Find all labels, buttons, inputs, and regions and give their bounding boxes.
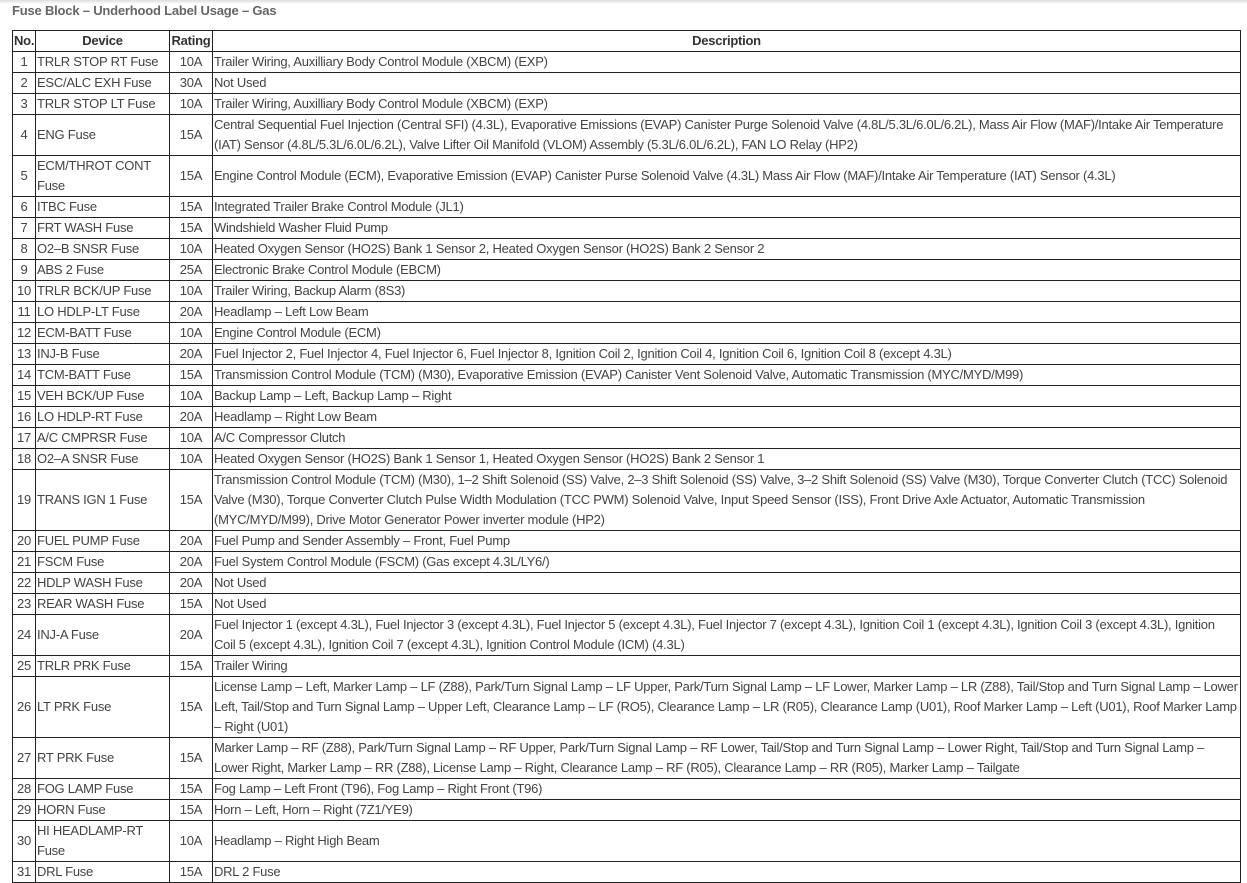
cell-description: Trailer Wiring, Backup Alarm (8S3) <box>213 281 1241 302</box>
cell-description: Heated Oxygen Sensor (HO2S) Bank 1 Sensor 2, Heated Oxygen Sensor (HO2S) Bank 2 Sensor 2 <box>213 239 1241 260</box>
cell-no: 10 <box>13 281 36 302</box>
table-row <box>13 197 1241 218</box>
cell-no: 30 <box>13 821 36 862</box>
cell-description: Fuel Pump and Sender Assembly – Front, Fuel Pump <box>213 531 1241 552</box>
cell-no: 6 <box>13 197 36 218</box>
cell-rating: 20A <box>170 615 213 656</box>
table-row <box>13 573 1241 594</box>
cell-rating: 20A <box>170 552 213 573</box>
table-row <box>13 52 1241 73</box>
table-row <box>13 239 1241 260</box>
cell-rating: 15A <box>170 677 213 738</box>
cell-no: 31 <box>13 862 36 883</box>
cell-device: ECM/THROT CONT Fuse <box>36 156 170 197</box>
cell-no: 20 <box>13 531 36 552</box>
table-row <box>13 281 1241 302</box>
cell-device: LO HDLP-RT Fuse <box>36 407 170 428</box>
cell-rating: 10A <box>170 281 213 302</box>
table-row <box>13 302 1241 323</box>
table-row <box>13 73 1241 94</box>
table-row <box>13 94 1241 115</box>
cell-no: 9 <box>13 260 36 281</box>
cell-rating: 30A <box>170 73 213 94</box>
table-row <box>13 677 1241 738</box>
cell-rating: 15A <box>170 218 213 239</box>
cell-description: Marker Lamp – RF (Z88), Park/Turn Signal Lamp – RF Upper, Park/Turn Signal Lamp – RF Lower, Tail/Stop and Turn Signal Lamp – Lower Right, Tail/Stop and Turn Signal Lamp – Lower Right, Marker Lamp – RR (Z88), License Lamp – Right, Clearance Lamp – RF (R05), Clearance Lamp – RR (R05), Marker Lamp – Tailgate <box>213 738 1241 779</box>
table-row <box>13 552 1241 573</box>
cell-no: 12 <box>13 323 36 344</box>
cell-device: TRANS IGN 1 Fuse <box>36 470 170 531</box>
cell-no: 25 <box>13 656 36 677</box>
cell-no: 29 <box>13 800 36 821</box>
cell-rating: 25A <box>170 260 213 281</box>
cell-rating: 10A <box>170 386 213 407</box>
table-row <box>13 738 1241 779</box>
cell-device: ECM-BATT Fuse <box>36 323 170 344</box>
cell-rating: 10A <box>170 821 213 862</box>
cell-description: Not Used <box>213 73 1241 94</box>
header-rating: Rating <box>170 31 213 52</box>
cell-device: VEH BCK/UP Fuse <box>36 386 170 407</box>
cell-device: LO HDLP-LT Fuse <box>36 302 170 323</box>
table-row <box>13 344 1241 365</box>
cell-rating: 20A <box>170 531 213 552</box>
cell-device: TRLR STOP LT Fuse <box>36 94 170 115</box>
cell-no: 8 <box>13 239 36 260</box>
table-row <box>13 407 1241 428</box>
cell-description: Headlamp – Left Low Beam <box>213 302 1241 323</box>
cell-no: 3 <box>13 94 36 115</box>
table-row <box>13 260 1241 281</box>
cell-no: 21 <box>13 552 36 573</box>
cell-device: A/C CMPRSR Fuse <box>36 428 170 449</box>
cell-device: TRLR PRK Fuse <box>36 656 170 677</box>
cell-description: Not Used <box>213 594 1241 615</box>
table-row <box>13 594 1241 615</box>
cell-description: Transmission Control Module (TCM) (M30), 1–2 Shift Solenoid (SS) Valve, 2–3 Shift Solenoid (SS) Valve, 3–2 Shift Solenoid (SS) Valve (M30), Torque Converter Clutch (TCC) Solenoid Valve (M30), Torque Converter Clutch Pulse Width Modulation (TCC PWM) Solenoid Valve, Input Speed Sensor (ISS), Front Drive Axle Actuator, Automatic Transmission (MYC/MYD/M99), Drive Motor Generator Power inverter module (HP2) <box>213 470 1241 531</box>
cell-rating: 20A <box>170 573 213 594</box>
table-row <box>13 323 1241 344</box>
table-row <box>13 115 1241 156</box>
cell-description: Central Sequential Fuel Injection (Central SFI) (4.3L), Evaporative Emissions (EVAP) Canister Purge Solenoid Valve (4.8L/5.3L/6.0L/6.2L), Mass Air Flow (MAF)/Intake Air Temperature (IAT) Sensor (4.8L/5.3L/6.0L/6.2L), Valve Lifter Oil Manifold (VLOM) Assembly (5.3L/6.0L/6.2L), FAN LO Relay (HP2) <box>213 115 1241 156</box>
cell-device: TRLR BCK/UP Fuse <box>36 281 170 302</box>
cell-description: License Lamp – Left, Marker Lamp – LF (Z88), Park/Turn Signal Lamp – LF Upper, Park/Turn Signal Lamp – LF Lower, Marker Lamp – LR (Z88), Tail/Stop and Turn Signal Lamp – Lower Left, Tail/Stop and Turn Signal Lamp – Upper Left, Clearance Lamp – LF (RO5), Clearance Lamp – LR (R05), Clearance Lamp (U01), Roof Marker Lamp – Left (U01), Roof Marker Lamp – Right (U01) <box>213 677 1241 738</box>
cell-description: Heated Oxygen Sensor (HO2S) Bank 1 Sensor 1, Heated Oxygen Sensor (HO2S) Bank 2 Sensor 1 <box>213 449 1241 470</box>
cell-rating: 15A <box>170 365 213 386</box>
cell-rating: 20A <box>170 344 213 365</box>
cell-description: Backup Lamp – Left, Backup Lamp – Right <box>213 386 1241 407</box>
cell-device: REAR WASH Fuse <box>36 594 170 615</box>
cell-rating: 15A <box>170 156 213 197</box>
table-row <box>13 862 1241 883</box>
table-body <box>13 52 1241 883</box>
cell-no: 18 <box>13 449 36 470</box>
cell-no: 24 <box>13 615 36 656</box>
cell-rating: 10A <box>170 449 213 470</box>
cell-device: INJ-B Fuse <box>36 344 170 365</box>
cell-no: 13 <box>13 344 36 365</box>
cell-device: ENG Fuse <box>36 115 170 156</box>
header-description: Description <box>213 31 1241 52</box>
header-device: Device <box>36 31 170 52</box>
cell-description: Engine Control Module (ECM) <box>213 323 1241 344</box>
cell-description: Electronic Brake Control Module (EBCM) <box>213 260 1241 281</box>
cell-description: Integrated Trailer Brake Control Module (JL1) <box>213 197 1241 218</box>
cell-no: 15 <box>13 386 36 407</box>
cell-description: Not Used <box>213 573 1241 594</box>
cell-rating: 15A <box>170 656 213 677</box>
cell-no: 4 <box>13 115 36 156</box>
cell-no: 14 <box>13 365 36 386</box>
cell-rating: 20A <box>170 407 213 428</box>
cell-description: Windshield Washer Fluid Pump <box>213 218 1241 239</box>
cell-description: Fuel System Control Module (FSCM) (Gas except 4.3L/LY6/) <box>213 552 1241 573</box>
cell-no: 5 <box>13 156 36 197</box>
cell-description: Horn – Left, Horn – Right (7Z1/YE9) <box>213 800 1241 821</box>
table-row <box>13 156 1241 197</box>
cell-device: LT PRK Fuse <box>36 677 170 738</box>
cell-rating: 15A <box>170 115 213 156</box>
fuse-table <box>12 30 1241 883</box>
cell-no: 17 <box>13 428 36 449</box>
table-row <box>13 386 1241 407</box>
cell-rating: 10A <box>170 323 213 344</box>
cell-device: O2–B SNSR Fuse <box>36 239 170 260</box>
cell-no: 23 <box>13 594 36 615</box>
cell-no: 11 <box>13 302 36 323</box>
cell-no: 1 <box>13 52 36 73</box>
cell-description: Fuel Injector 2, Fuel Injector 4, Fuel Injector 6, Fuel Injector 8, Ignition Coil 2, Ignition Coil 4, Ignition Coil 6, Ignition Coil 8 (except 4.3L) <box>213 344 1241 365</box>
cell-device: HI HEADLAMP-RT Fuse <box>36 821 170 862</box>
cell-rating: 15A <box>170 738 213 779</box>
cell-description: Headlamp – Right Low Beam <box>213 407 1241 428</box>
cell-device: HORN Fuse <box>36 800 170 821</box>
table-row <box>13 800 1241 821</box>
cell-description: Trailer Wiring <box>213 656 1241 677</box>
cell-rating: 10A <box>170 239 213 260</box>
cell-device: INJ-A Fuse <box>36 615 170 656</box>
cell-no: 27 <box>13 738 36 779</box>
cell-rating: 15A <box>170 800 213 821</box>
cell-description: DRL 2 Fuse <box>213 862 1241 883</box>
cell-description: Transmission Control Module (TCM) (M30), Evaporative Emission (EVAP) Canister Vent Solenoid Valve, Automatic Transmission (MYC/MYD/M99) <box>213 365 1241 386</box>
cell-device: FUEL PUMP Fuse <box>36 531 170 552</box>
table-row <box>13 428 1241 449</box>
cell-description: A/C Compressor Clutch <box>213 428 1241 449</box>
table-row <box>13 615 1241 656</box>
cell-no: 16 <box>13 407 36 428</box>
table-row <box>13 531 1241 552</box>
cell-rating: 20A <box>170 302 213 323</box>
cell-device: HDLP WASH Fuse <box>36 573 170 594</box>
table-header-row <box>13 31 1241 52</box>
cell-device: FOG LAMP Fuse <box>36 779 170 800</box>
cell-description: Trailer Wiring, Auxilliary Body Control Module (XBCM) (EXP) <box>213 94 1241 115</box>
cell-description: Fog Lamp – Left Front (T96), Fog Lamp – Right Front (T96) <box>213 779 1241 800</box>
table-row <box>13 449 1241 470</box>
cell-rating: 15A <box>170 594 213 615</box>
cell-no: 7 <box>13 218 36 239</box>
cell-device: RT PRK Fuse <box>36 738 170 779</box>
page-title: Fuse Block – Underhood Label Usage – Gas <box>12 3 277 18</box>
cell-device: FSCM Fuse <box>36 552 170 573</box>
table-row <box>13 365 1241 386</box>
cell-device: O2–A SNSR Fuse <box>36 449 170 470</box>
cell-rating: 15A <box>170 470 213 531</box>
cell-no: 2 <box>13 73 36 94</box>
cell-rating: 10A <box>170 94 213 115</box>
cell-device: TRLR STOP RT Fuse <box>36 52 170 73</box>
table-row <box>13 656 1241 677</box>
cell-description: Trailer Wiring, Auxilliary Body Control Module (XBCM) (EXP) <box>213 52 1241 73</box>
cell-description: Fuel Injector 1 (except 4.3L), Fuel Injector 3 (except 4.3L), Fuel Injector 5 (except 4.3L), Fuel Injector 7 (except 4.3L), Ignition Coil 1 (except 4.3L), Ignition Coil 3 (except 4.3L), Ignition Coil 5 (except 4.3L), Ignition Coil 7 (except 4.3L), Ignition Control Module (ICM) (4.3L) <box>213 615 1241 656</box>
cell-device: ITBC Fuse <box>36 197 170 218</box>
cell-description: Engine Control Module (ECM), Evaporative Emission (EVAP) Canister Purse Solenoid Valve (4.3L) Mass Air Flow (MAF)/Intake Air Temperature (IAT) Sensor (4.3L) <box>213 156 1241 197</box>
cell-rating: 15A <box>170 197 213 218</box>
cell-no: 22 <box>13 573 36 594</box>
cell-device: TCM-BATT Fuse <box>36 365 170 386</box>
cell-device: FRT WASH Fuse <box>36 218 170 239</box>
cell-device: ESC/ALC EXH Fuse <box>36 73 170 94</box>
cell-rating: 15A <box>170 862 213 883</box>
table-row <box>13 821 1241 862</box>
cell-device: DRL Fuse <box>36 862 170 883</box>
cell-description: Headlamp – Right High Beam <box>213 821 1241 862</box>
cell-rating: 10A <box>170 52 213 73</box>
cell-rating: 15A <box>170 779 213 800</box>
cell-no: 19 <box>13 470 36 531</box>
table-row <box>13 779 1241 800</box>
cell-no: 28 <box>13 779 36 800</box>
cell-rating: 10A <box>170 428 213 449</box>
cell-device: ABS 2 Fuse <box>36 260 170 281</box>
table-row <box>13 470 1241 531</box>
table-row <box>13 218 1241 239</box>
header-no: No. <box>13 31 36 52</box>
cell-no: 26 <box>13 677 36 738</box>
